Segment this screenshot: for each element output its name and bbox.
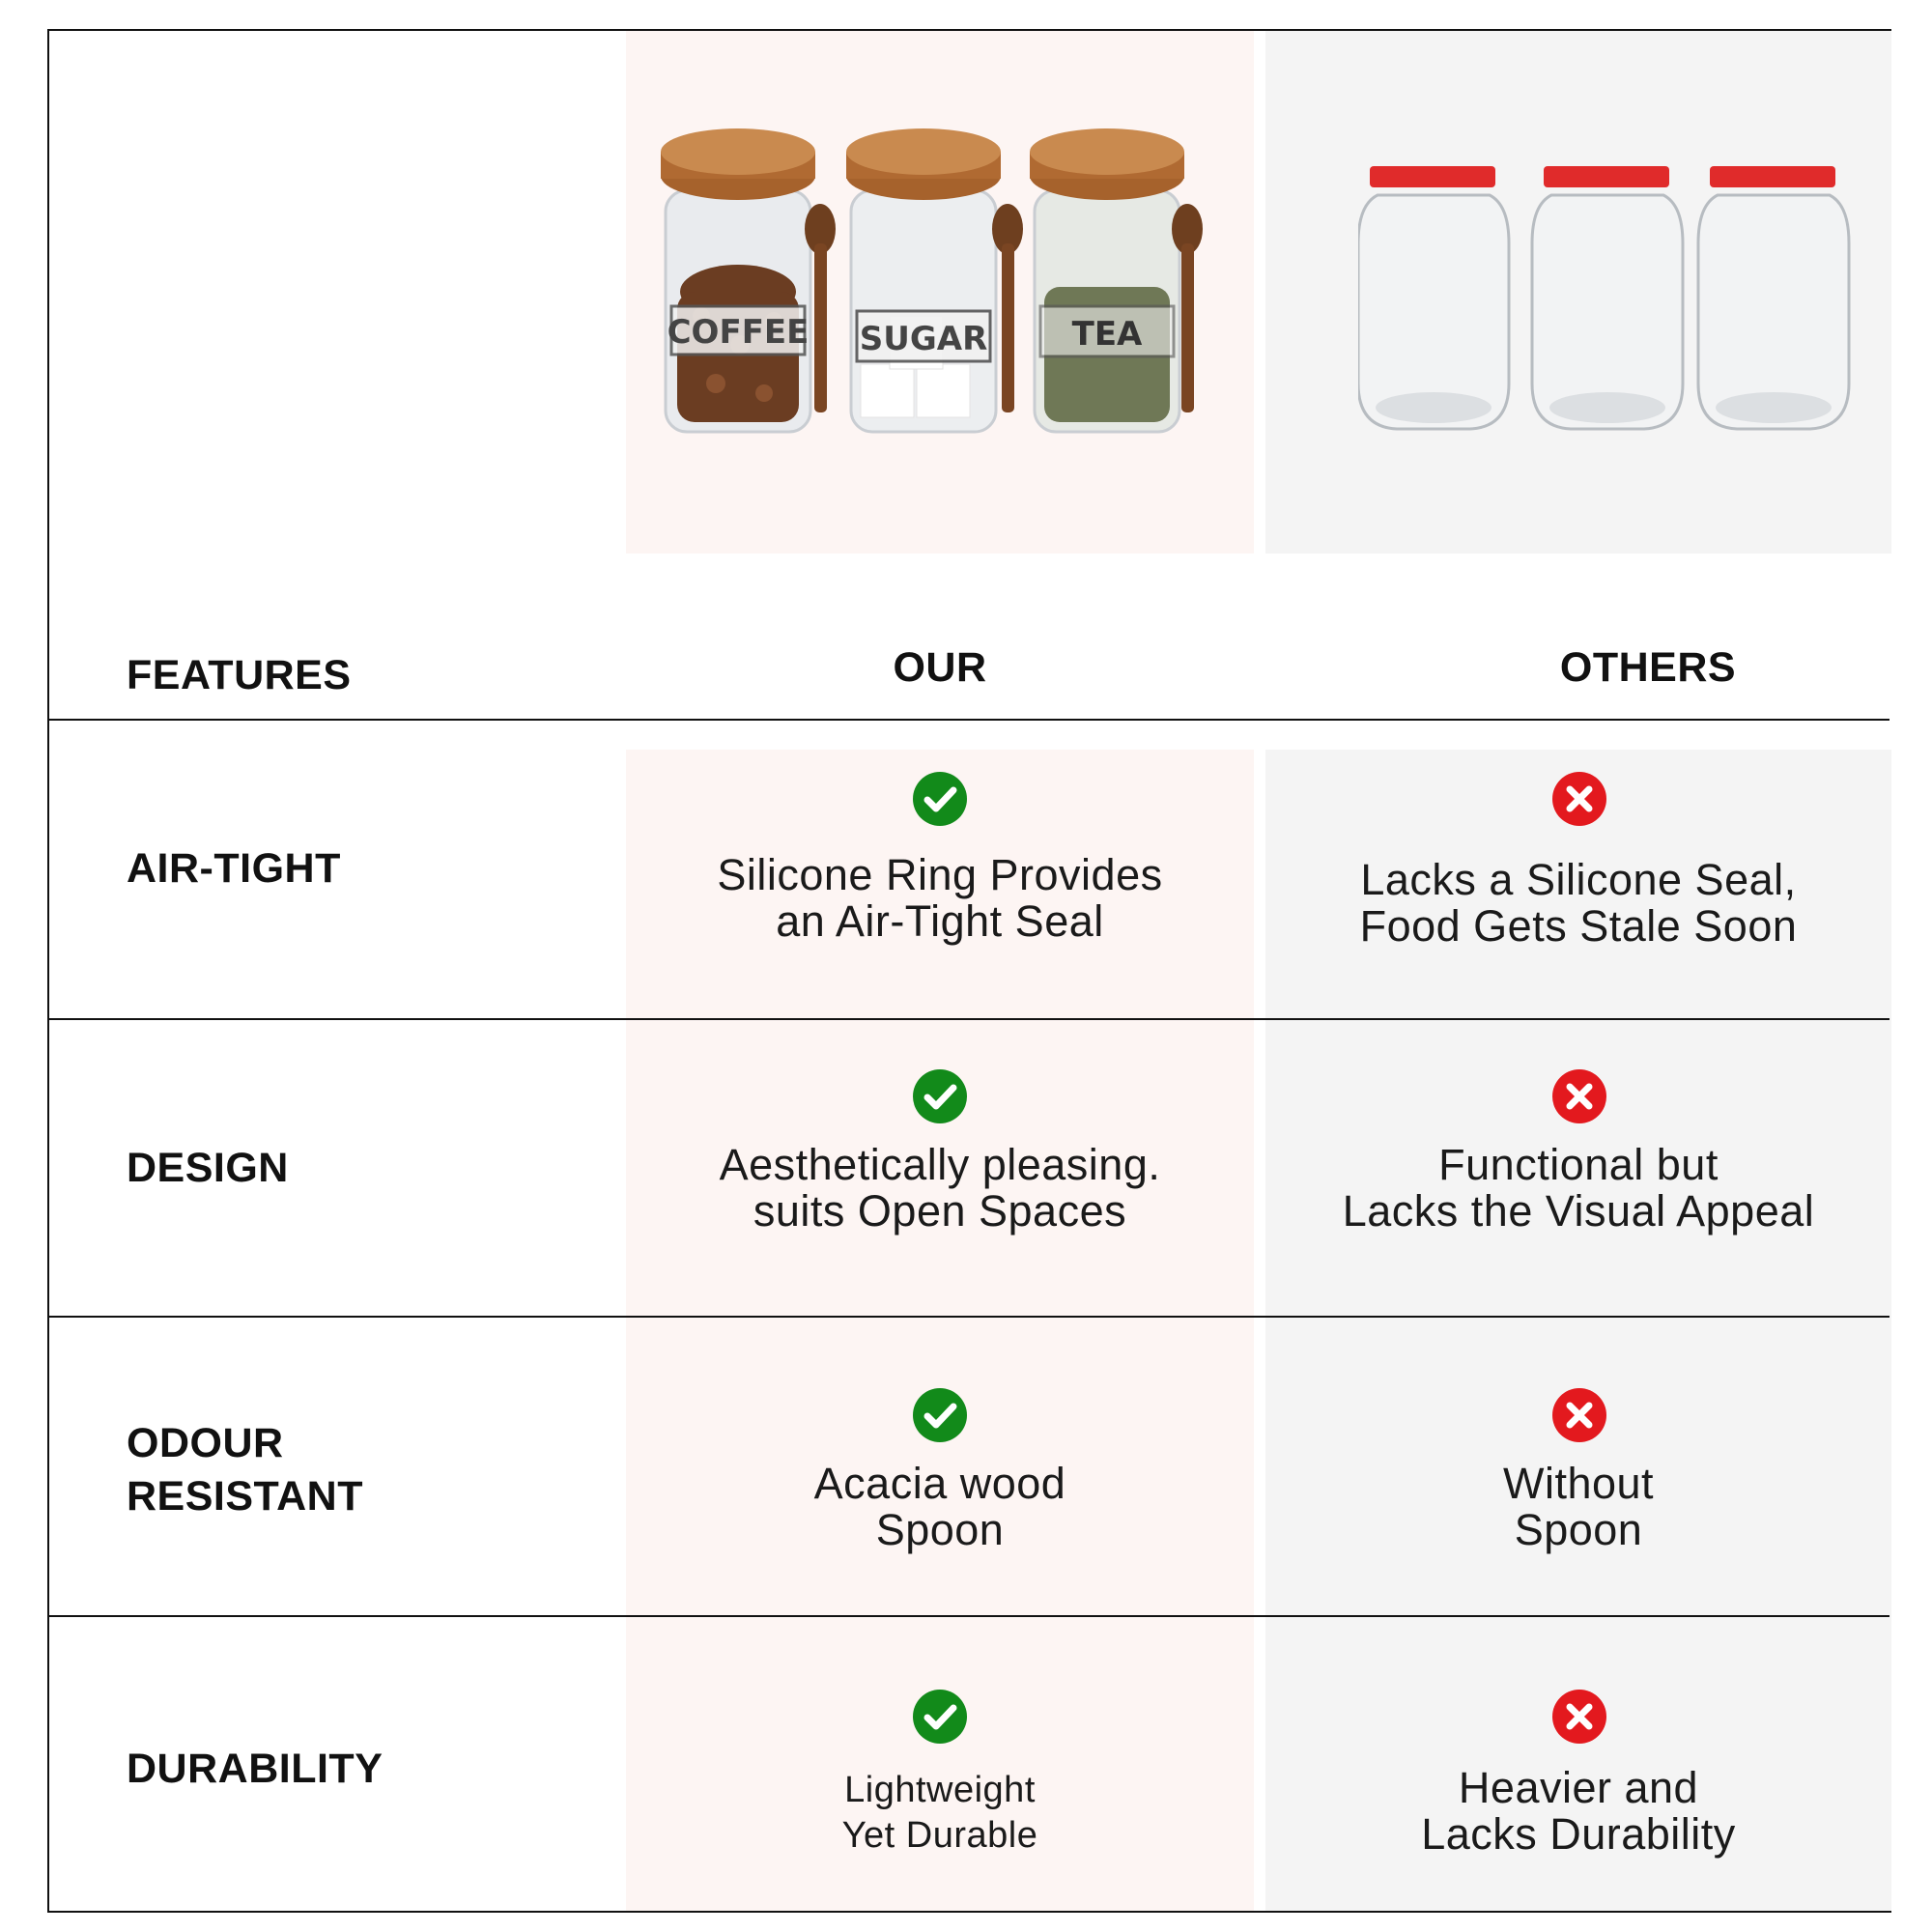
our-line: suits Open Spaces [753,1186,1127,1236]
others-line: Lacks the Visual Appeal [1342,1186,1815,1236]
feature-label: RESISTANT [127,1473,363,1520]
others-line: Lacks a Silicone Seal, [1360,855,1797,904]
our-line: an Air-Tight Seal [776,896,1104,946]
comparison-table [47,29,1891,1913]
feature-durability [127,1743,383,1796]
cross-icon [1551,771,1607,827]
others-air-tight-text [1265,857,1891,950]
row-divider [49,1018,1889,1020]
others-odour-text [1265,1461,1891,1553]
features-header: FEATURES [127,652,352,698]
plain-jar-2 [1532,166,1683,429]
feature-label: DESIGN [127,1145,289,1191]
plain-jar-3 [1698,166,1849,429]
our-odour-text [626,1461,1254,1553]
other-jars-image [1358,166,1899,437]
feature-label: ODOUR [127,1420,284,1466]
others-line: Heavier and [1458,1763,1699,1812]
row-divider [49,1615,1889,1617]
sugar-label: SUGAR [859,320,988,358]
our-line: Lightweight [844,1770,1036,1810]
our-line: Aesthetically pleasing. [719,1140,1161,1189]
our-durability-text [626,1768,1254,1859]
row-divider [49,719,1889,721]
our-line: Yet Durable [841,1815,1038,1856]
feature-air-tight [127,842,341,895]
feature-odour-resistant [127,1417,363,1523]
feature-label: DURABILITY [127,1746,384,1792]
our-design-text [626,1142,1254,1235]
others-header: OTHERS [1559,644,1737,691]
others-line: Lacks Durability [1421,1809,1736,1859]
our-line: Silicone Ring Provides [717,850,1163,899]
our-header: OUR [893,644,987,691]
coffee-label: COFFEE [667,313,810,352]
sugar-jar [846,128,1023,432]
row-divider [49,1316,1889,1318]
others-line: Food Gets Stale Soon [1359,901,1798,951]
coffee-jar [661,128,836,432]
check-icon [912,1689,968,1745]
our-line: Acacia wood [813,1459,1066,1508]
check-icon [912,771,968,827]
feature-label: AIR-TIGHT [127,845,341,892]
our-line: Spoon [875,1505,1005,1554]
feature-design [127,1142,289,1195]
others-line: Functional but [1438,1140,1719,1189]
check-icon [912,1387,968,1443]
our-air-tight-text [626,852,1254,945]
plain-jar-1 [1358,166,1509,429]
others-line: Spoon [1514,1505,1643,1554]
cross-icon [1551,1689,1607,1745]
cross-icon [1551,1068,1607,1124]
our-jars-image [648,123,1247,451]
cross-icon [1551,1387,1607,1443]
others-durability-text [1265,1765,1891,1858]
others-line: Without [1502,1459,1655,1508]
tea-jar [1030,128,1203,432]
tea-label: TEA [1071,315,1143,354]
others-design-text [1265,1142,1891,1235]
check-icon [912,1068,968,1124]
